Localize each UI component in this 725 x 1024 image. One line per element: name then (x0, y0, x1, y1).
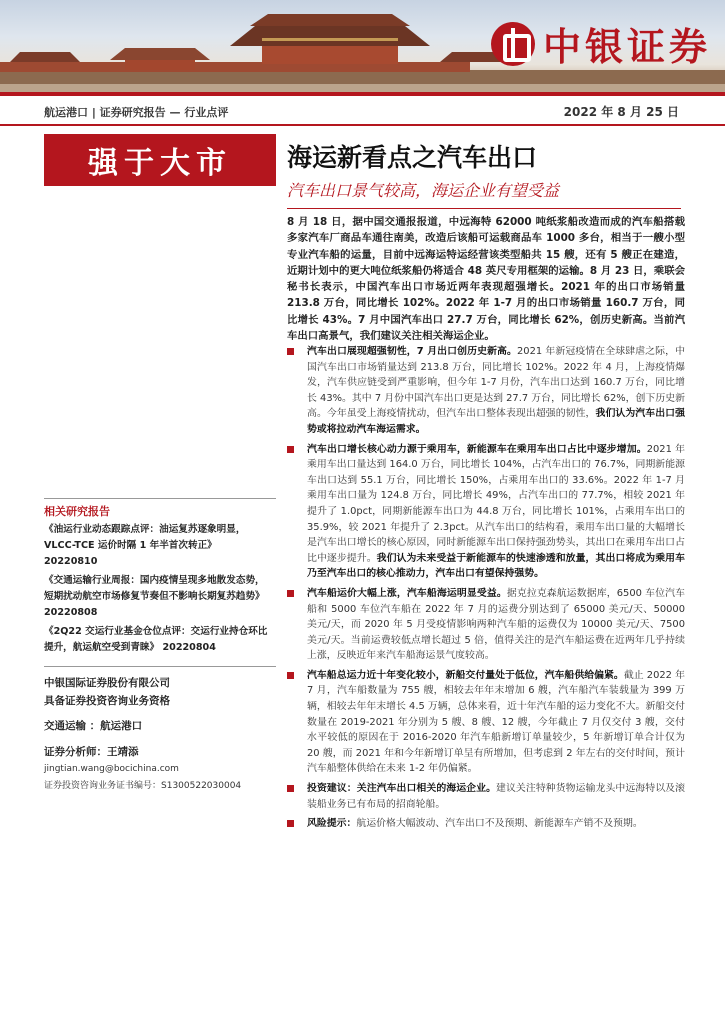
bullet-tail: 我们认为未来受益于新能源车的快速渗透和放量，其出口将成为乘用车乃至汽车出口的核心推动力，汽车出口有望保持强势。 (307, 552, 685, 580)
report-category: 航运港口 | 证券研究报告 — 行业点评 (44, 106, 229, 119)
meta-bar (0, 92, 725, 126)
bullet-body: 建议关注特种货物运输龙头中远海特以及滚装船业务已有布局的招商轮船。 (307, 783, 685, 810)
company-name: 中银国际证券股份有限公司 (44, 677, 170, 689)
bullet-lead: 汽车出口展现超强韧性，7 月出口创历史新高。 (307, 346, 518, 357)
bullet-lead: 汽车船总运力近十年变化较小，新船交付量处于低位，汽车船供给偏紧。 (307, 669, 624, 681)
bullet-lead: 投资建议：关注汽车出口相关的海运企业。 (307, 783, 497, 795)
bullet-square-icon (287, 820, 294, 827)
bullet-square-icon (287, 672, 294, 679)
bullet-body: 据克拉克森航运数据库，6500 车位汽车船和 5000 车位汽车船在 2022 年 7 月的运费分别达到了 65000 美元/天、50000 美元/天，而 2020 年 5 月受疫情影响两种汽车船的运费仅为 10000 美元/天、7500 美元/天。当前运费较低点增长超过 5 倍，值得关注的是汽车船运费在近两年几乎持续上涨，反映近年来汽车船海运景气度较高。 (307, 587, 685, 662)
bullet-square-icon (287, 348, 294, 355)
title-divider (287, 208, 681, 209)
bullet-square-icon (287, 785, 294, 792)
rating-badge: 强于大市 (44, 134, 276, 186)
analyst-email[interactable]: jingtian.wang@bocichina.com (44, 764, 179, 774)
sidebar-divider (44, 666, 276, 667)
bullet-item (287, 668, 685, 777)
bullet-body: 截止 2022 年 7 月，汽车船数量为 755 艘，相较去年年末增加 6 艘，汽车船汽车装载量为 399 万辆，相较去年年末增长 4.5 万辆，总体来看，近十年汽车船的运力变化不大。新船交付数量在 2019-2021 年分别为 5 艘、8 艘、12 艘，今年截止 7 月仅交付 3 艘，交付水平较低的原因在于 2016-2020 年汽车船新增订单量较少，5 年新增订单合计仅为 20 艘，而 2021 年和今年新增订单呈有所增加，但考虑到 2 年左右的交付时间，预计汽车船整体供给在未来 1-2 年仍偏紧。 (307, 669, 685, 775)
related-report-link[interactable]: 《油运行业动态跟踪点评：油运复苏逐象明显，VLCC-TCE 运价时隔 1 年半首次转正》 20220810 (44, 524, 246, 567)
related-report-link[interactable]: 《交通运输行业周报：国内疫情呈现多地散发态势，短期扰动航空市场修复节奏但不影响长期复苏趋势》 20220808 (44, 575, 265, 618)
bullet-item (287, 442, 685, 582)
sidebar-divider (44, 498, 276, 499)
report-subtitle: 汽车出口景气较高，海运企业有望受益 (287, 181, 560, 200)
company-logo (491, 16, 711, 71)
related-report-link[interactable]: 《2Q22 交运行业基金仓位点评：交运行业持仓环比提升，航运航空受到青睐》 20220804 (44, 626, 268, 653)
boc-logo-icon (491, 22, 535, 66)
bullet-square-icon (287, 590, 294, 597)
bullet-item (287, 586, 685, 664)
report-date: 2022 年 8 月 25 日 (563, 105, 679, 119)
bullet-list (287, 344, 685, 836)
analyst-certificate: 证券投资咨询业务证书编号：S1300522030004 (44, 781, 242, 791)
company-qualification: 具备证券投资咨询业务资格 (44, 695, 170, 707)
logo-text: 中银证券 (542, 24, 711, 69)
bullet-tail: 我们认为汽车出口强势或将拉动汽车海运需求。 (307, 408, 685, 435)
industry-label: 交通运输 ：航运港口 (44, 720, 143, 732)
analyst-name: 证券分析师：王靖添 (44, 746, 139, 758)
bullet-body: 航运价格大幅波动、汽车出口不及预期、新能源车产销不及预期。 (356, 818, 643, 830)
related-reports-list (44, 522, 272, 659)
header-banner (0, 0, 725, 92)
bullet-square-icon (287, 446, 294, 453)
bullet-lead: 风险提示： (307, 818, 357, 830)
bullet-body: 2021 年新冠疫情在全球肆虐之际，中国汽车出口市场销量达到 213.8 万台，同比增长 102%。2022 年 4 月，上海疫情爆发，汽车供应链受到严重影响，但今年 1-7 月份，汽车出口达到 160.7 万台，同比增长 43%。其中 7 月份中国汽车出口更是达到 27.7 万台，同比增长 62%，创下历史新高。今年虽受上海疫情扰动，但汽车出口整体表现出超强的韧性， (307, 346, 685, 420)
report-title: 海运新看点之汽车出口 (287, 143, 538, 172)
bullet-lead: 汽车船运价大幅上涨，汽车船海运明显受益。 (307, 587, 507, 599)
bullet-item (287, 344, 685, 438)
bullet-body: 2021 年乘用车出口量达到 164.0 万台，同比增长 104%，占汽车出口的 76.7%，同期新能源车出口达到 55.1 万台，同比增长 150%，占乘用车出口的 33.6%。2022 年 1-7 月乘用车出口量为 124.8 万台，同比增长 49%，占汽车出口的 77.7%，相较 2021 年提升了 1.0pct，同期新能源车出口为 44.8 万台，同比增长 101%，占乘用车出口的 35.9%，较 2021 年提升了 2.3pct。从汽车出口的结构看，乘用车出口量的大幅增长是汽车出口增长的核心原因，同时新能源车出口保持强劲势头，其出口在乘用车出口占比中逐步提升。 (307, 443, 685, 564)
bullet-lead: 汽车出口增长核心动力源于乘用车，新能源车在乘用车出口占比中逐步增加。 (307, 443, 647, 455)
related-reports-title: 相关研究报告 (44, 505, 110, 518)
company-info (44, 674, 276, 710)
summary-paragraph: 8 月 18 日，据中国交通报报道，中远海特 62000 吨纸浆船改造而成的汽车船搭载多家汽车厂商品车通往南美，改造后该船可运载商品车 1000 多台，相当于一艘小型专业汽车船的运量，目前中远海运特运经营该类型船共 15 艘，还有 5 艘正在建造，近期计划中的更大吨位纸浆船仍将适合 48 英尺专用框架的运输。8 月 23 日，乘联会秘书长表示，中国汽车出口市场近两年表现超强增长。2021 年的出口市场销量 213.8 万台，同比增长 102%。2022 年 1-7 月的出口市场销量 160.7 万台，同比增长 43%。7 月中国汽车出口 27.7 万台，同比增长 62%，创历史新高。当前汽车出口高景气，我们建议关注相关海运企业。 (287, 216, 685, 343)
bullet-item (287, 781, 685, 812)
bullet-item (287, 816, 685, 832)
